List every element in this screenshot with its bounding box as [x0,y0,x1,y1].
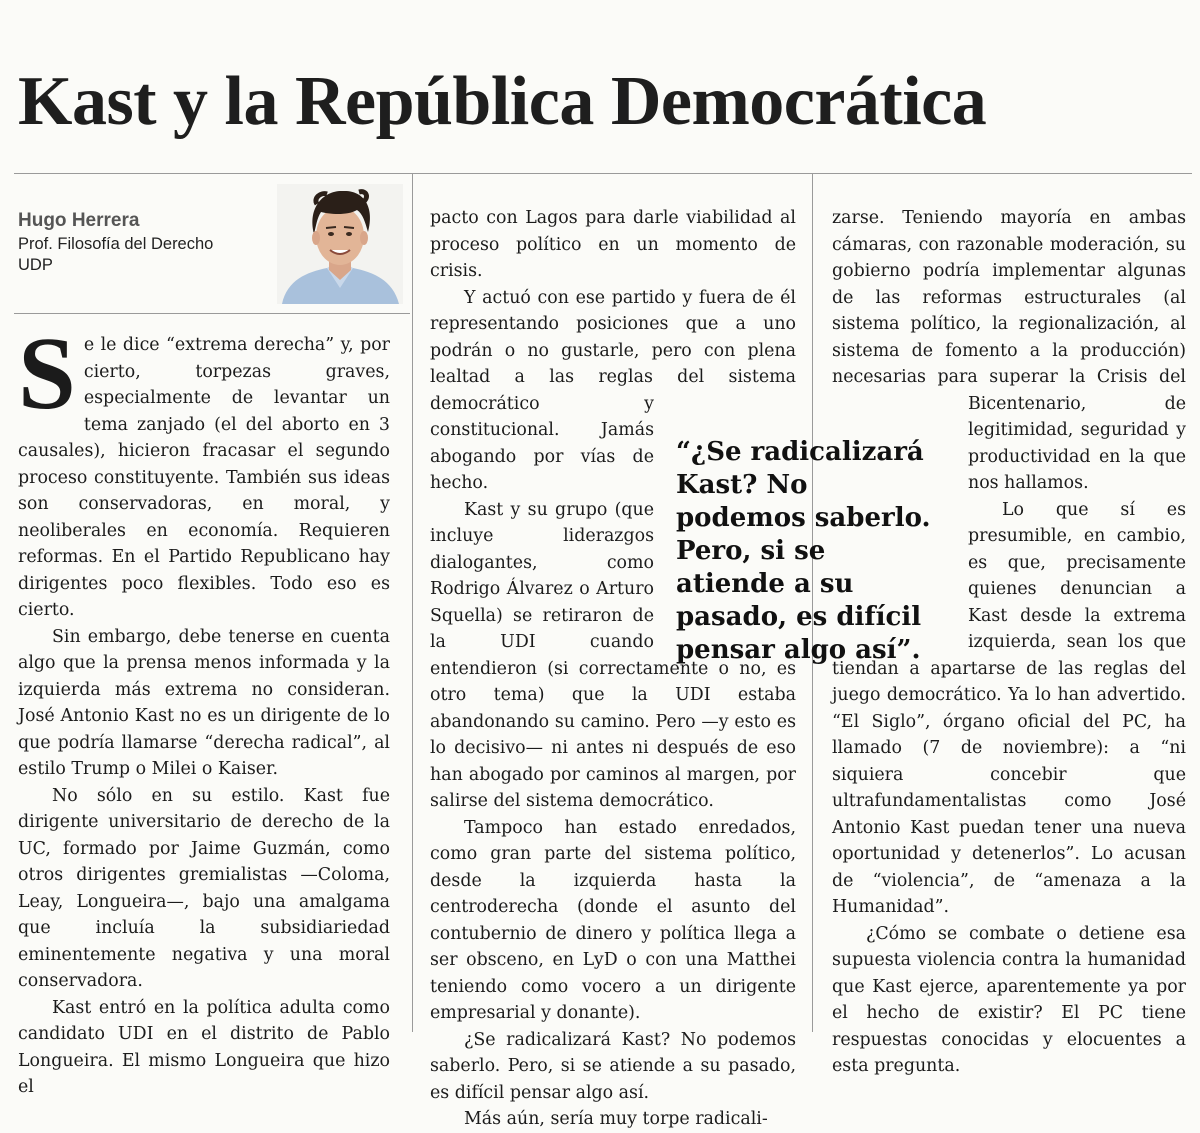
headline: Kast y la República Democrática [18,63,987,140]
paragraph-text: e le dice “extrema derecha” y, por cierto, torpezas graves, especialmente de levantar un tema zanjado (el del aborto en 3 causales), hicieron fracasar el segundo proceso constituyente. También sus ideas son conservadoras, en moral, y neoliberales en economía. Requieren reformas. En el Partido Republicano hay dirigentes poco flexibles. Todo eso es cierto. [18,335,390,620]
paragraph: Kast y su grupo (que incluye liderazgos dialogantes, como Rodrigo Álvarez o Arturo Squella) se retiraron de la UDI cuando entendieron (si correctamente o no, es otro tema) que la UDI estaba abandonando su camino. Pero —y esto es lo decisivo— ni antes ni después de eso han abogado por caminos al margen, por salirse del sistema democrático. [430,499,796,811]
author-photo [277,184,403,304]
pull-quote: “¿Se radicalizará Kast? No podemos saberlo. Pero, si se atiende a su pasado, es difícil pensar algo así”. [676,437,931,665]
paragraph: Más aún, sería muy torpe radicali- [464,1109,768,1129]
author-role: Prof. Filosofía del Derecho [18,235,214,253]
column-divider-1 [412,173,413,1032]
paragraph: ¿Se radicalizará Kast? No podemos saberlo. Pero, si se atiende a su pasado, es difícil pensar algo así. [430,1029,796,1103]
paragraph: Kast entró en la política adulta como candidato UDI en el distrito de Pablo Longueira. El mismo Longueira que hizo el [18,997,390,1097]
paragraph: No sólo en su estilo. Kast fue dirigente universitario de derecho de la UC, formado por Jaime Guzmán, como otros dirigentes gremialistas —Coloma, Leay, Longueira—, bajo una amalgama que incluía la subsidiariedad eminentemente negativa y una moral conservadora. [18,785,390,991]
paragraph: Y actuó con ese partido y fuera de él representando posiciones que a uno podrán o no gustarle, pero con plena lealtad a las reglas del sistema democrático y constitucional. Jamás abogando por vías de hecho. [430,287,796,493]
author-byline [18,208,288,276]
author-affiliation: UDP [18,256,53,274]
paragraph: Lo que sí es presumible, en cambio, es que, precisamente quienes denuncian a Kast desde la extrema izquierda, sean los que tiendan a apartarse de las reglas del juego democrático. Ya lo han advertido. “El Siglo”, órgano oficial del PC, ha llamado (7 de noviembre): a “ni siquiera concebir que ultrafundamentalistas como José Antonio Kast puedan tener una nueva oportunidad y detenerlos”. Lo acusan de “violencia”, de “amenaza a la Humanidad”. [832,499,1186,917]
paragraph: Sin embargo, debe tenerse en cuenta algo que la prensa menos informada y la izquierda más extrema no consideran. José Antonio Kast no es un dirigente de lo que podría llamarse “derecha radical”, al estilo Trump o Milei o Kaiser. [18,626,390,779]
top-rule [14,173,1192,174]
article-column-1 [18,316,390,1101]
paragraph: pacto con Lagos para darle viabilidad al proceso político en un momento de crisis. [430,208,796,281]
author-name: Hugo Herrera [18,210,140,231]
paragraph [18,316,390,624]
paragraph: Tampoco han estado enredados, como gran parte del sistema político, desde la izquierda hasta la centroderecha (donde el asunto del contubernio de dinero y política llega a ser obsceno, en LyD o con una Matthei teniendo como vocero a un dirigente empresarial y donante). [430,817,796,1023]
paragraph: ¿Cómo se combate o detiene esa supuesta violencia contra la humanidad que Kast ejerce, aparentemente ya por el hecho de existir? El PC tiene respuestas conocidas y elocuentes a esta pregunta. [832,923,1186,1076]
drop-cap: S [18,316,76,431]
paragraph: zarse. Teniendo mayoría en ambas cámaras, con razonable moderación, su gobierno podría implementar algunas de las reformas estructurales (al sistema político, la regionalización, al sistema de fomento a la producción) necesarias para superar la Crisis del Bicentenario, de legitimidad, seguridad y productividad en la que nos hallamos. [832,208,1186,493]
article-column-2 [430,205,796,1133]
byline-separator [14,313,410,314]
